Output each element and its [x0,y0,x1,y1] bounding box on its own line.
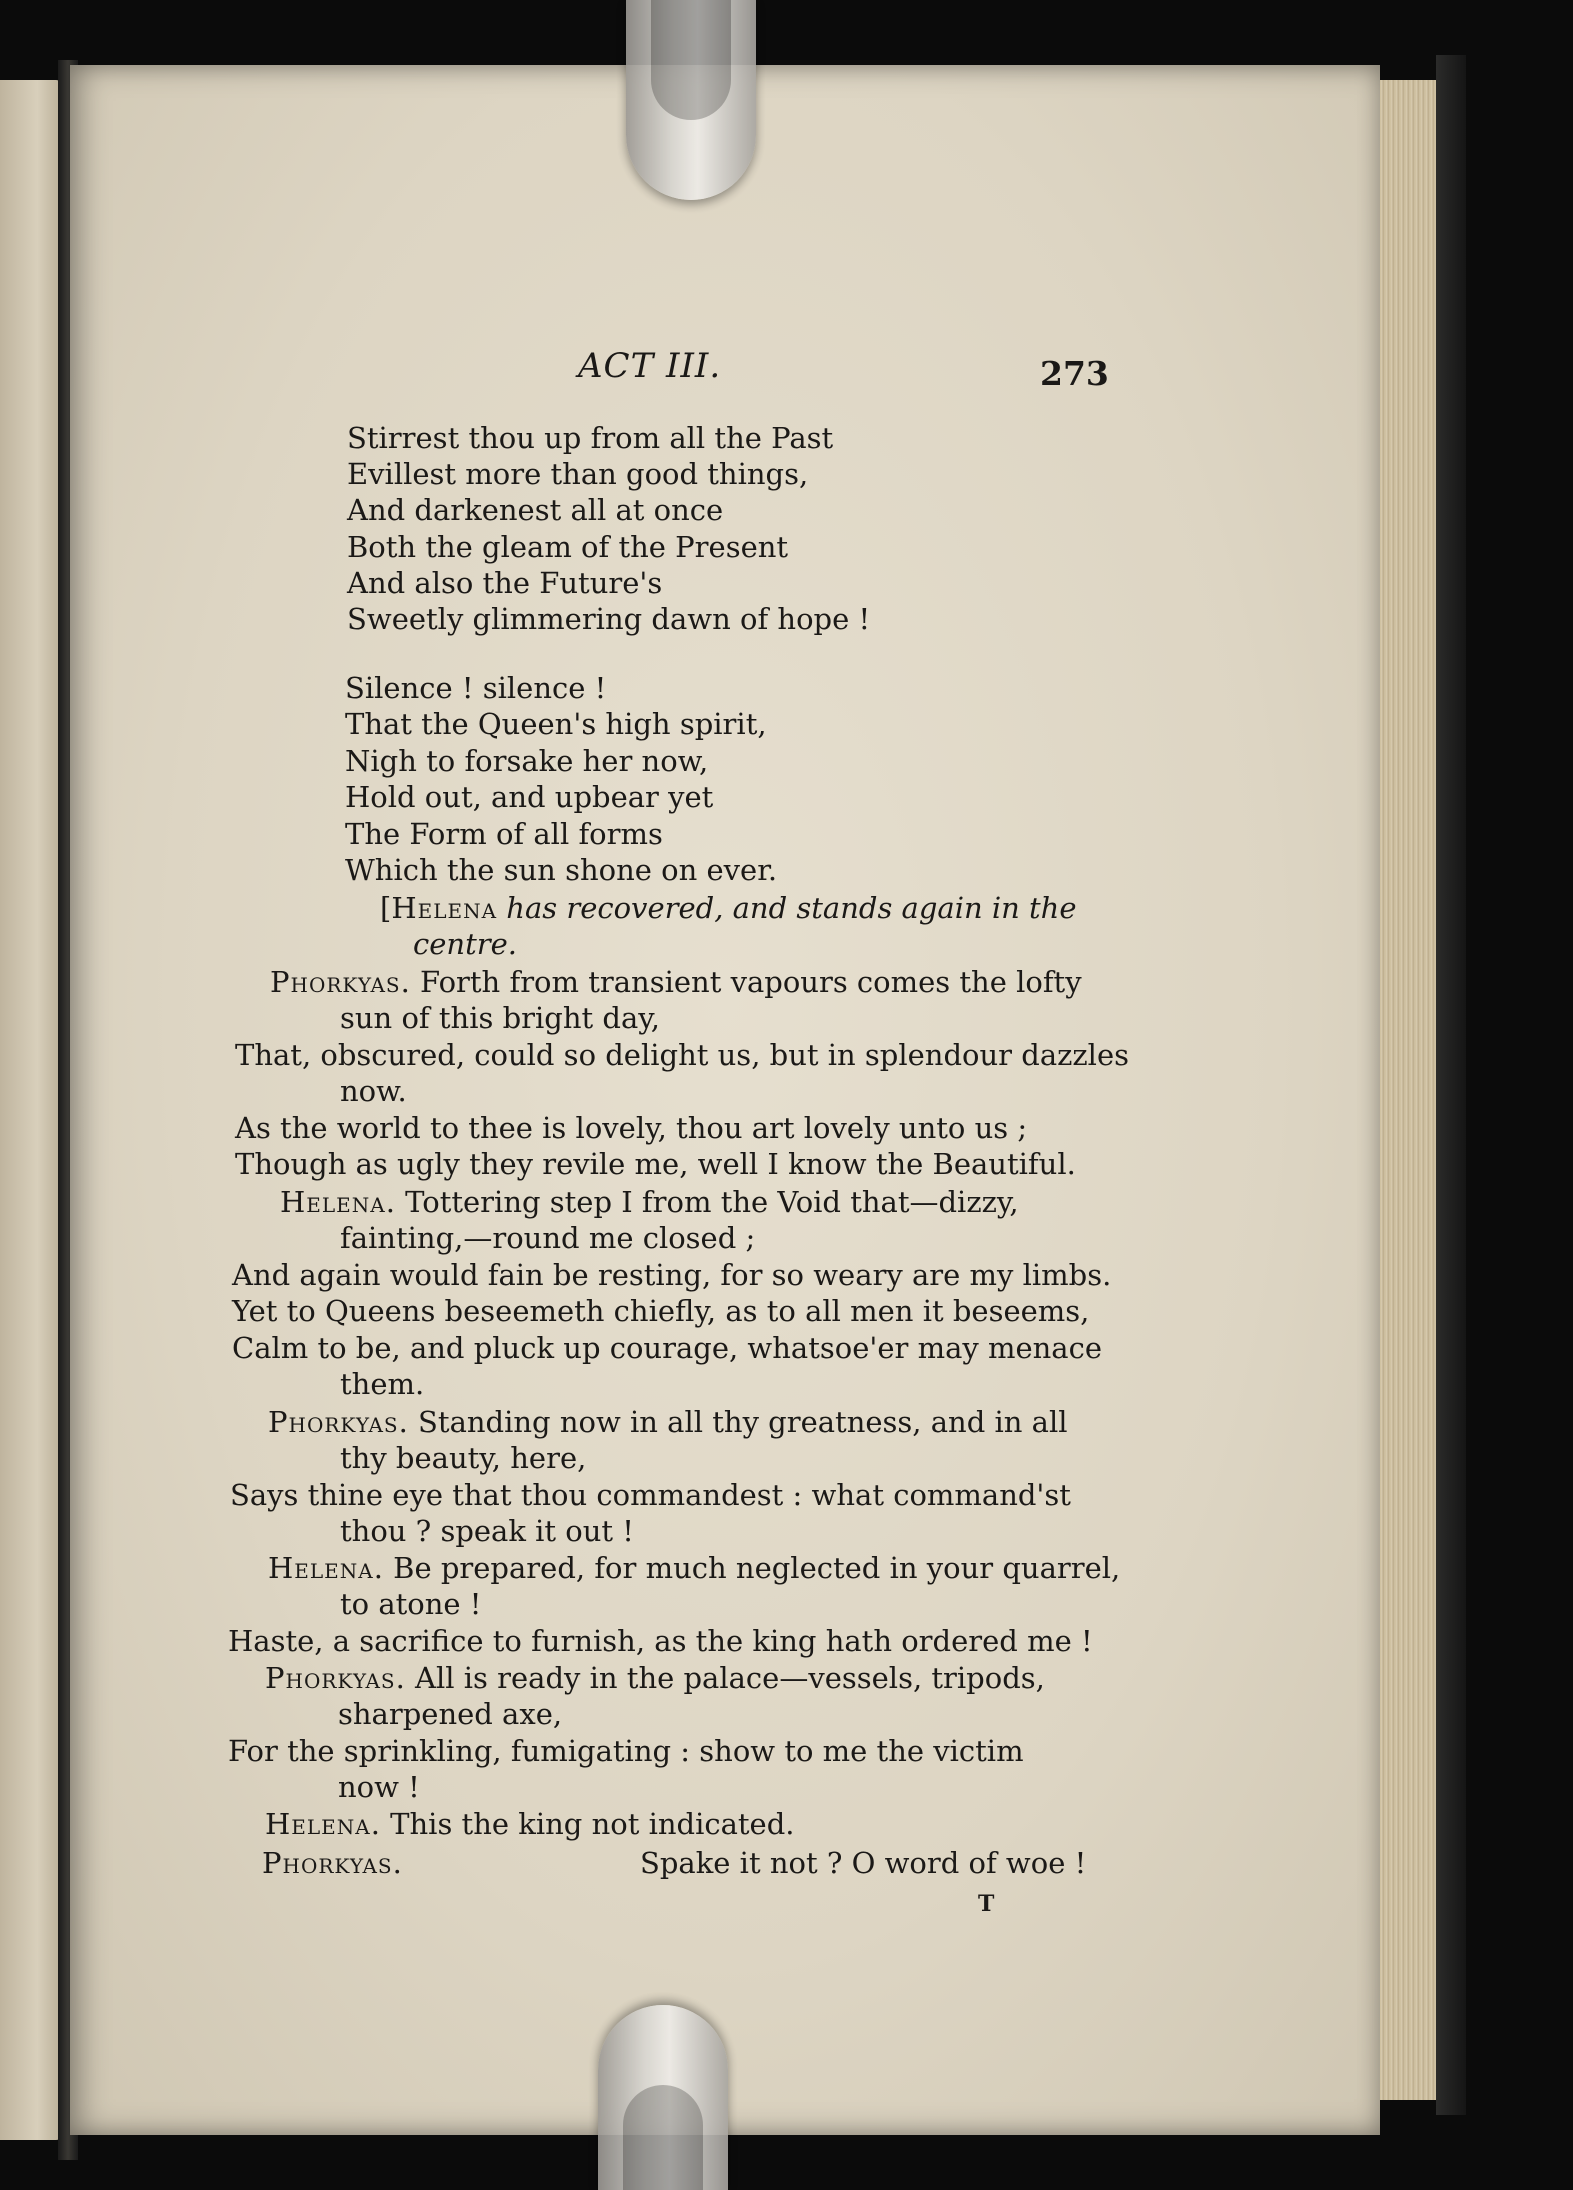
speaker-name: Helena. [268,1551,384,1585]
speech-line-continuation: fainting,—round me closed ; [340,1221,756,1255]
speech-line: Though as ugly they revile me, well I know the Beautiful. [235,1147,1076,1181]
stage-direction-speaker: Helena [391,891,498,925]
speaker-name: Phorkyas. [268,1405,409,1439]
speech-line: Helena. Be prepared, for much neglected in your quarrel, [268,1551,1121,1585]
speech-line-continuation: to atone ! [340,1587,482,1621]
signature-mark: T [978,1891,995,1917]
speech-line-continuation: sun of this bright day, [340,1001,660,1035]
speaker-name: Phorkyas. [270,965,411,999]
page-number: 273 [1040,354,1109,393]
speech-line: Spake it not ? O word of woe ! [640,1846,1087,1880]
book-cover-edge [1436,55,1466,2115]
speech-line: Phorkyas. All is ready in the palace—vessels, tripods, [265,1661,1045,1695]
page-clip-bottom [598,2005,728,2190]
speaker-name: Helena. [280,1185,396,1219]
verse-line: Evillest more than good things, [347,457,809,491]
speech-line: Phorkyas. Standing now in all thy greatness, and in all [268,1405,1068,1439]
speech-line: Haste, a sacrifice to furnish, as the king hath ordered me ! [228,1624,1093,1658]
stage-direction-text: has recovered, and stands again in the [506,891,1077,925]
speech-line: That, obscured, could so delight us, but in splendour dazzles [235,1038,1129,1072]
running-title: ACT III. [578,346,722,386]
speech-line: Helena. Tottering step I from the Void that—dizzy, [280,1185,1019,1219]
verse-line: Stirrest thou up from all the Past [347,421,834,455]
speech-line: Calm to be, and pluck up courage, whatsoe'er may menace [232,1331,1102,1365]
speech-line-continuation: now ! [338,1770,420,1804]
speaker-name: Phorkyas. [262,1846,403,1880]
stage-direction-continuation: centre. [413,927,517,961]
speech-line: Says thine eye that thou commandest : what command'st [230,1478,1071,1512]
speaker-name: Helena. [265,1807,381,1841]
speech-line: Phorkyas. Forth from transient vapours comes the lofty [270,965,1082,999]
speech-line-continuation: them. [340,1367,425,1401]
speech-line: For the sprinkling, fumigating : show to me the victim [228,1734,1024,1768]
facing-page-edge [0,80,62,2140]
speaker-name: Phorkyas. [265,1661,406,1695]
speech-helena-3: Helena. This the king not indicated. [265,1807,795,1841]
speech-line: Yet to Queens beseemeth chiefly, as to all men it beseems, [232,1294,1090,1328]
verse-line: Both the gleam of the Present [347,530,789,564]
verse-line: Sweetly glimmering dawn of hope ! [347,602,871,636]
verse-line: Silence ! silence ! [345,671,607,705]
stage-direction-bracket: [ [380,891,392,925]
page-clip-top [626,0,756,200]
verse-line: Nigh to forsake her now, [345,744,709,778]
speech-line-continuation: now. [340,1074,407,1108]
page-fore-edge [1380,80,1440,2100]
speech-line-continuation: thou ? speak it out ! [340,1514,634,1548]
speech-line-continuation: sharpened axe, [338,1697,563,1731]
verse-line: And also the Future's [347,566,663,600]
verse-line: And darkenest all at once [347,493,724,527]
verse-line: The Form of all forms [345,817,663,851]
speech-line-continuation: thy beauty, here, [340,1441,587,1475]
speech-line: And again would fain be resting, for so weary are my limbs. [232,1258,1112,1292]
verse-line: That the Queen's high spirit, [345,707,767,741]
verse-line: Hold out, and upbear yet [345,780,714,814]
speech-line: As the world to thee is lovely, thou art lovely unto us ; [235,1111,1028,1145]
stage-direction [380,890,1077,926]
verse-line: Which the sun shone on ever. [345,853,778,887]
